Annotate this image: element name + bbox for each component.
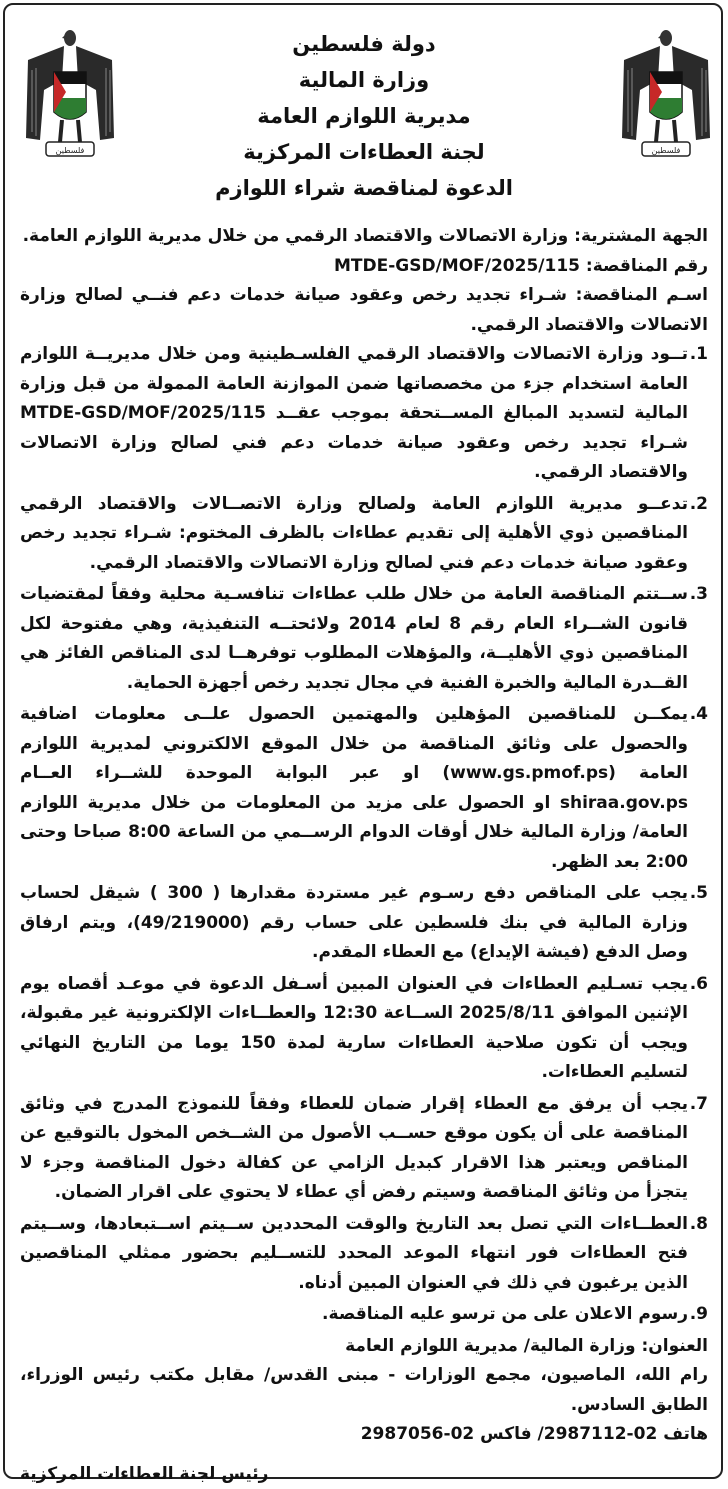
- list-item: 6. يجب تسـليم العطاءات في العنوان المبين أسـفل الدعوة في موعـد أقصاه يوم الإثنين الموافق 2025/8/11 الســاعة 12:30 والعطــاءات الإلكترونية غير مقبولة، ويجب أن تكون صلاحية العطاءات سارية لمدة 150 يوما من التاريخ النهائي لتسليم العطاءات.: [20, 970, 708, 1088]
- document-body: [20, 222, 708, 1489]
- eagle-emblem-icon: [618, 20, 714, 170]
- conditions-list: [20, 340, 708, 1330]
- header-title: الدعوة لمناقصة شراء اللوازم: [130, 170, 598, 206]
- list-item: 1. تــود وزارة الاتصالات والاقتصاد الرقمي الفلسـطينية ومن خلال مديريــة اللوازم العامة استخدام جزء من مخصصاتها ضمن الموازنة العامة الممولة من قبل وزارة المالية لتسديد المبالغ المســتحقة بموجب عقــد MTDE-GSD/MOF/2025/115 شـراء تجديد رخص وعقود صيانة خدمات دعم فني لصالح وزارة الاتصالات والاقتصاد الرقمي.: [20, 340, 708, 488]
- address-block: [20, 1332, 708, 1450]
- eagle-emblem-icon: [22, 20, 118, 170]
- tender-name-line: اسـم المناقصة: شـراء تجديد رخص وعقود صيانة خدمات دعم فنــي لصالح وزارة الاتصالات والاقتصاد الرقمي.: [20, 281, 708, 340]
- tender-number: MTDE-GSD/MOF/2025/115: [334, 256, 580, 276]
- list-item: 9. رسوم الاعلان على من ترسو عليه المناقصة.: [20, 1300, 708, 1330]
- header-ministry: وزارة المالية: [130, 62, 598, 98]
- phone-fax-line: هاتف 02-2987112/ فاكس 02-2987056: [20, 1420, 708, 1450]
- list-item: 5. يجب على المناقص دفع رسـوم غير مستردة مقدارها ( 300 ) شيقل لحساب وزارة المالية في بنك فلسطين على حساب رقم (49/219000)، ويتم ارفاق وصل الدفع (فيشة الإيداع) مع العطاء المقدم.: [20, 879, 708, 968]
- tender-number-label: رقم المناقصة:: [586, 256, 708, 276]
- svg-text:فلسطين: فلسطين: [652, 146, 681, 155]
- eagle-emblem-left: [22, 20, 118, 170]
- tender-number-line: [20, 252, 708, 282]
- header-directorate: مديرية اللوازم العامة: [130, 98, 598, 134]
- list-item: 2. تدعــو مديرية اللوازم العامة ولصالح وزارة الاتصــالات والاقتصاد الرقمي المناقصين ذوي الأهلية إلى تقديم عطاءات بالظرف المختوم: شـراء تجديد رخص وعقود صيانة خدمات دعم فني لصالح وزارة الاتصالات والاقتصاد الرقمي.: [20, 490, 708, 579]
- address-line-2: رام الله، الماصيون، مجمع الوزارات - مبنى القدس/ مقابل مكتب رئيس الوزراء، الطابق السادس.: [20, 1361, 708, 1420]
- header-committee: لجنة العطاءات المركزية: [130, 134, 598, 170]
- buyer-line: الجهة المشترية: وزارة الاتصالات والاقتصاد الرقمي من خلال مديرية اللوازم العامة.: [20, 222, 708, 252]
- list-item: 7. يجب أن يرفق مع العطاء إقرار ضمان للعطاء وفقاً للنموذج المدرج في وثائق المناقصة على أن يكون موقع حســب الأصول من الشــخص المخول بالتوقيع عن المناقص ويعتبر هذا الاقرار كبديل الزامي عن كفالة دخول المناقصة وجزء لا يتجزأ من وثائق المناقصة وسيتم رفض أي عطاء لا يحتوي على اقرار الضمان.: [20, 1090, 708, 1208]
- header-state: دولة فلسطين: [130, 26, 598, 62]
- eagle-emblem-right: [618, 20, 714, 170]
- document-header: [130, 26, 598, 206]
- address-line-1: العنوان: وزارة المالية/ مديرية اللوازم العامة: [20, 1332, 708, 1362]
- list-item: 4. يمكــن للمناقصين المؤهلين والمهتمين الحصول علــى معلومات اضافية والحصول على وثائق المناقصة من خلال الموقع الالكتروني لمديرية اللوازم العامة (www.gs.pmof.ps) او عبر البوابة الموحدة للشــراء العــام shiraa.gov.ps او الحصول على مزيد من المعلومات من خلال مديرية اللوازم العامة/ وزارة المالية خلال أوقات الدوام الرســمي من الساعة 8:00 صباحا وحتى 2:00 بعد الظهر.: [20, 700, 708, 877]
- signature-title: رئيس لجنة العطاءات المركزية: [20, 1460, 708, 1489]
- svg-text:فلسطين: فلسطين: [56, 146, 85, 155]
- list-item: 8. العطــاءات التي تصل بعد التاريخ والوقت المحددين ســيتم اســتبعادها، وســيتم فتح العطاءات فور انتهاء الموعد المحدد للتســليم بحضور ممثلي المناقصين الذين يرغبون في ذلك في العنوان المبين أدناه.: [20, 1210, 708, 1299]
- list-item: 3. ســتتم المناقصة العامة من خلال طلب عطاءات تنافسـية محلية وفقاً لمقتضيات قانون الشــراء العام رقم 8 لعام 2014 ولائحتــه التنفيذية، وهي مفتوحة لكل المناقصين ذوي الأهليــة، والمؤهلات المطلوب توفرهــا لدى المناقص الفائز هي القــدرة المالية والخبرة الفنية في مجال تجديد رخص أجهزة الحماية.: [20, 580, 708, 698]
